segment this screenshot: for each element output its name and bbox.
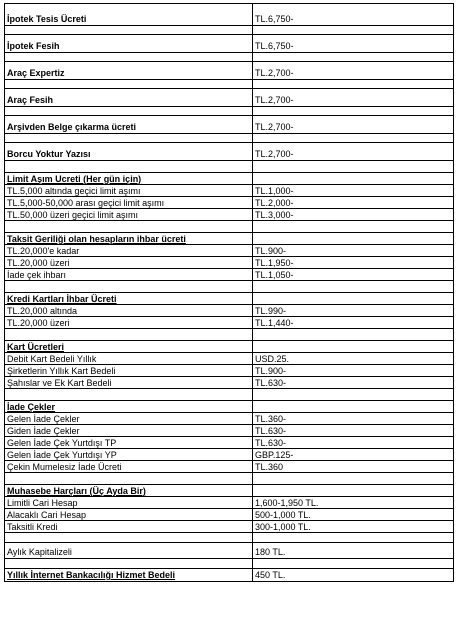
fee-value: TL.1,440-	[255, 317, 294, 328]
table-row	[4, 34, 454, 52]
fee-value	[253, 221, 453, 232]
fee-value	[253, 533, 453, 542]
fee-label: Gelen İade Çekler	[5, 413, 253, 424]
table-row	[4, 3, 454, 25]
fee-value	[253, 281, 453, 292]
table-row	[4, 484, 454, 496]
table-row	[4, 316, 454, 328]
fee-label: Muhasebe Harçları (Üç Ayda Bir)	[5, 485, 253, 496]
fee-label	[5, 80, 253, 88]
table-row	[4, 436, 454, 448]
fee-label	[5, 221, 253, 232]
fee-label: Çekin Mumelesiz İade Ücreti	[5, 461, 253, 472]
fee-label	[5, 53, 253, 61]
fee-label: Arşivden Belge çıkarma ücreti	[5, 116, 253, 133]
fee-label: TL.5,000-50,000 arası geçici limit aşımı	[5, 197, 253, 208]
fee-value: TL.6,750-	[255, 14, 294, 24]
fee-label: İpotek Fesih	[5, 35, 253, 52]
fee-label	[5, 161, 253, 172]
spacer-row	[4, 160, 454, 172]
fee-label	[5, 473, 253, 484]
fee-value: 180 TL.	[255, 547, 286, 557]
fee-value: TL.3,000-	[255, 209, 294, 220]
fee-label: Limit Aşım Ucreti (Her gün için)	[5, 173, 253, 184]
spacer-row	[4, 106, 454, 115]
fee-value: USD.25.	[255, 353, 290, 364]
fee-value: TL.1,000-	[255, 185, 294, 196]
fee-value	[253, 233, 453, 244]
fee-label: Kredi Kartları İhbar Ücreti	[5, 293, 253, 304]
fee-value	[253, 53, 453, 61]
fee-value: TL.630-	[255, 425, 287, 436]
fee-label	[5, 389, 253, 400]
fee-label: İade çek ihbarı	[5, 269, 253, 280]
fee-value: 300-1,000 TL.	[255, 521, 311, 532]
fee-label: Şahıslar ve Ek Kart Bedeli	[5, 377, 253, 388]
fee-value	[253, 26, 453, 34]
table-row	[4, 568, 454, 582]
fee-label	[5, 559, 253, 568]
fee-label	[5, 329, 253, 340]
fee-label: Gelen İade Çek Yurtdışı YP	[5, 449, 253, 460]
fee-label: Yıllık İnternet Bankacılığı Hizmet Bedeli	[5, 569, 253, 581]
fee-value	[253, 329, 453, 340]
fee-label: İpotek Tesis Ücreti	[5, 4, 253, 25]
table-row	[4, 400, 454, 412]
fee-label: Aylık Kapitalizeli	[5, 543, 253, 558]
fee-value: TL.1,050-	[255, 269, 294, 280]
fee-value	[253, 134, 453, 142]
fee-value: TL.2,700-	[255, 68, 294, 78]
fee-label: TL.5,000 altında geçici limit aşımı	[5, 185, 253, 196]
spacer-row	[4, 532, 454, 542]
fee-label: Limitli Cari Hesap	[5, 497, 253, 508]
fee-value: TL.630-	[255, 437, 287, 448]
table-row	[4, 352, 454, 364]
fee-value: 450 TL.	[255, 570, 286, 580]
fee-value	[253, 161, 453, 172]
spacer-row	[4, 79, 454, 88]
fee-label	[5, 281, 253, 292]
table-row	[4, 196, 454, 208]
fee-value	[253, 559, 453, 568]
table-row	[4, 232, 454, 244]
table-row	[4, 61, 454, 79]
table-row	[4, 142, 454, 160]
fee-value: TL.2,000-	[255, 197, 294, 208]
table-row	[4, 172, 454, 184]
fee-value	[253, 389, 453, 400]
fee-label: Şirketlerin Yıllık Kart Bedeli	[5, 365, 253, 376]
fee-value	[253, 80, 453, 88]
table-row	[4, 184, 454, 196]
table-row	[4, 256, 454, 268]
table-row	[4, 412, 454, 424]
fee-value	[253, 401, 453, 412]
fee-label: Debit Kart Bedeli Yıllık	[5, 353, 253, 364]
table-row	[4, 340, 454, 352]
fee-value	[253, 107, 453, 115]
fee-value	[253, 485, 453, 496]
fee-label: TL.20,000 üzeri	[5, 257, 253, 268]
fee-label	[5, 26, 253, 34]
table-row	[4, 520, 454, 532]
spacer-row	[4, 388, 454, 400]
fee-value: TL.900-	[255, 245, 287, 256]
table-row	[4, 448, 454, 460]
fee-value: TL.900-	[255, 365, 287, 376]
fee-value: TL.2,700-	[255, 122, 294, 132]
fee-label	[5, 533, 253, 542]
table-row	[4, 376, 454, 388]
fee-value: TL.630-	[255, 377, 287, 388]
spacer-row	[4, 133, 454, 142]
table-row	[4, 424, 454, 436]
fee-value: TL.360	[255, 461, 284, 472]
fee-label: Kart Ücretleri	[5, 341, 253, 352]
spacer-row	[4, 558, 454, 568]
fee-label: Giden İade Çekler	[5, 425, 253, 436]
table-row	[4, 208, 454, 220]
fee-label: Alacaklı Cari Hesap	[5, 509, 253, 520]
table-row	[4, 292, 454, 304]
fee-label: TL.50,000 üzeri geçici limit aşımı	[5, 209, 253, 220]
fee-value: TL.6,750-	[255, 41, 294, 51]
spacer-row	[4, 280, 454, 292]
spacer-row	[4, 328, 454, 340]
spacer-row	[4, 25, 454, 34]
fee-value: TL.2,700-	[255, 149, 294, 159]
table-row	[4, 304, 454, 316]
table-row	[4, 88, 454, 106]
fee-value: TL.360-	[255, 413, 287, 424]
fee-value: 500-1,000 TL.	[255, 509, 311, 520]
fee-label: Gelen İade Çek Yurtdışı TP	[5, 437, 253, 448]
fee-label	[5, 107, 253, 115]
fee-label: TL.20,000'e kadar	[5, 245, 253, 256]
fee-value: TL.990-	[255, 305, 287, 316]
table-row	[4, 460, 454, 472]
fee-label: Araç Expertiz	[5, 62, 253, 79]
fee-value: 1,600-1,950 TL.	[255, 497, 319, 508]
fee-label: TL.20,000 altında	[5, 305, 253, 316]
fee-value: TL.2,700-	[255, 95, 294, 105]
fee-label: Taksitli Kredi	[5, 521, 253, 532]
spacer-row	[4, 52, 454, 61]
fee-value	[253, 293, 453, 304]
table-row	[4, 115, 454, 133]
spacer-row	[4, 220, 454, 232]
fee-value	[253, 473, 453, 484]
table-row	[4, 364, 454, 376]
table-row	[4, 244, 454, 256]
fee-value	[253, 341, 453, 352]
spacer-row	[4, 472, 454, 484]
fee-label: TL.20,000 üzeri	[5, 317, 253, 328]
fee-value	[253, 173, 453, 184]
fee-label: Borcu Yoktur Yazısı	[5, 143, 253, 160]
table-row	[4, 268, 454, 280]
fee-value: GBP.125-	[255, 449, 294, 460]
fee-table	[4, 3, 454, 582]
fee-label: İade Çekler	[5, 401, 253, 412]
fee-label: Araç Fesih	[5, 89, 253, 106]
table-row	[4, 508, 454, 520]
fee-value: TL.1,950-	[255, 257, 294, 268]
table-row	[4, 542, 454, 558]
table-row	[4, 496, 454, 508]
fee-label: Taksit Geriliği olan hesapların ihbar ücreti	[5, 233, 253, 244]
fee-label	[5, 134, 253, 142]
